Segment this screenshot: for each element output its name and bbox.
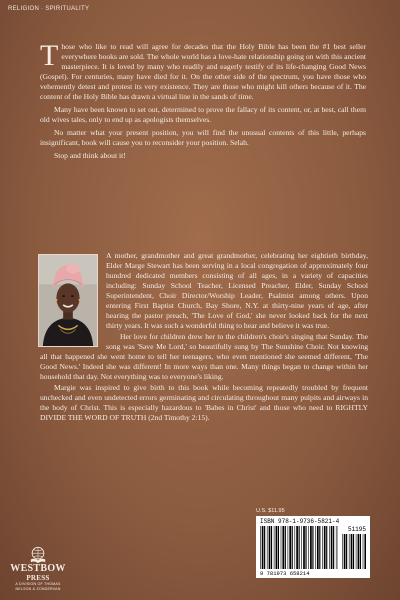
publisher-logo — [8, 546, 68, 592]
bio-paragraph-1: A mother, grandmother and great grandmother, celebrating her eightieth birthday, Elder Marge Stewart has been serving in a local congregation of approximately four hundred dedicated members consisting of all ages, in a variety of capacities including: Sunday School Teacher, Licensed Preacher, Elder, Sunday School Superintendent, Choir Director/Worship Leader, Psalmist among others. Upon entering First Baptist Church, Bay Shore, N.Y. at thirty-nine years of age, after hearing the pastor preach, 'The Love of God,' she never looked back for the next thirty years. It was such a wonderful thing to hear and believe it was true. — [106, 251, 368, 330]
bio-paragraph-3: Margie was inspired to give birth to this book while becoming repeatedly troubled by frequent unchecked and even undetected errors germinating and circulating throughout many pulpits and airways in the body of Christ. This is especially hazardous to 'Babes in Christ' and those who need to RIGHTLY DIVIDE THE WORD OF TRUTH (2nd Timothy 2:15). — [40, 383, 368, 422]
price-label: U.S. $11.95 — [256, 508, 285, 514]
intro-text — [40, 39, 366, 164]
globe-book-icon — [29, 546, 47, 564]
category-label: RELIGION · SPIRITUALITY — [8, 6, 90, 12]
publisher-name-suffix: PRESS — [26, 574, 50, 582]
intro-paragraph-3: No matter what your present position, you will find the unusual contents of this little, perhaps insignificant, book will cause you to reconsider your position. Selah. — [40, 128, 366, 147]
publisher-tagline: A DIVISION OF THOMAS NELSON & ZONDERVAN — [15, 582, 61, 591]
barcode-addon-bars — [342, 534, 366, 569]
intro-paragraph-1: Those who like to read will agree for decades that the Holy Bible has been the #1 best seller everywhere books are sold. The whole world has a love-hate relationship going on with this ancient masterpiece. It is loved by many who readily and eagerly testify of its life-changing Good News (Gospel). For centuries, many have died for it. On the other side of the spectrum, you have those who vehemently detest and protest its very existence. They are those who might kill others because of it. The content of the Holy Bible has drawn a virtual line in the sands of time. — [40, 39, 366, 101]
isbn-text: ISBN 978-1-9736-5821-4 — [260, 518, 340, 525]
price-code: 51195 — [347, 526, 366, 533]
bio-paragraph-2: Her love for children drew her to the children's choir's singing that Sunday. The song was 'Save Me Lord,' so beautifully sung by The Sunshine Choir. Not knowing all that happened she went home to tell her teenagers, who even mentioned she seemed different, 'The Good News.' Indeed she was different! In more ways than one. Many things began to change within her household that day. Not everything was to everyone's liking. — [40, 332, 368, 381]
drop-cap: T — [40, 39, 59, 72]
author-bio — [40, 251, 368, 424]
barcode-digits: 9 781973 658214 — [260, 570, 310, 577]
barcode-bars — [260, 526, 338, 569]
publisher-name: WESTBOW — [10, 563, 66, 574]
barcode — [256, 516, 370, 578]
intro-paragraph-4: Stop and think about it! — [54, 151, 126, 160]
intro-paragraph-2: Many have been known to set out, determined to prove the fallacy of its content, or, at best, call them old wives tales, only to end up as apologists themselves. — [40, 105, 366, 124]
